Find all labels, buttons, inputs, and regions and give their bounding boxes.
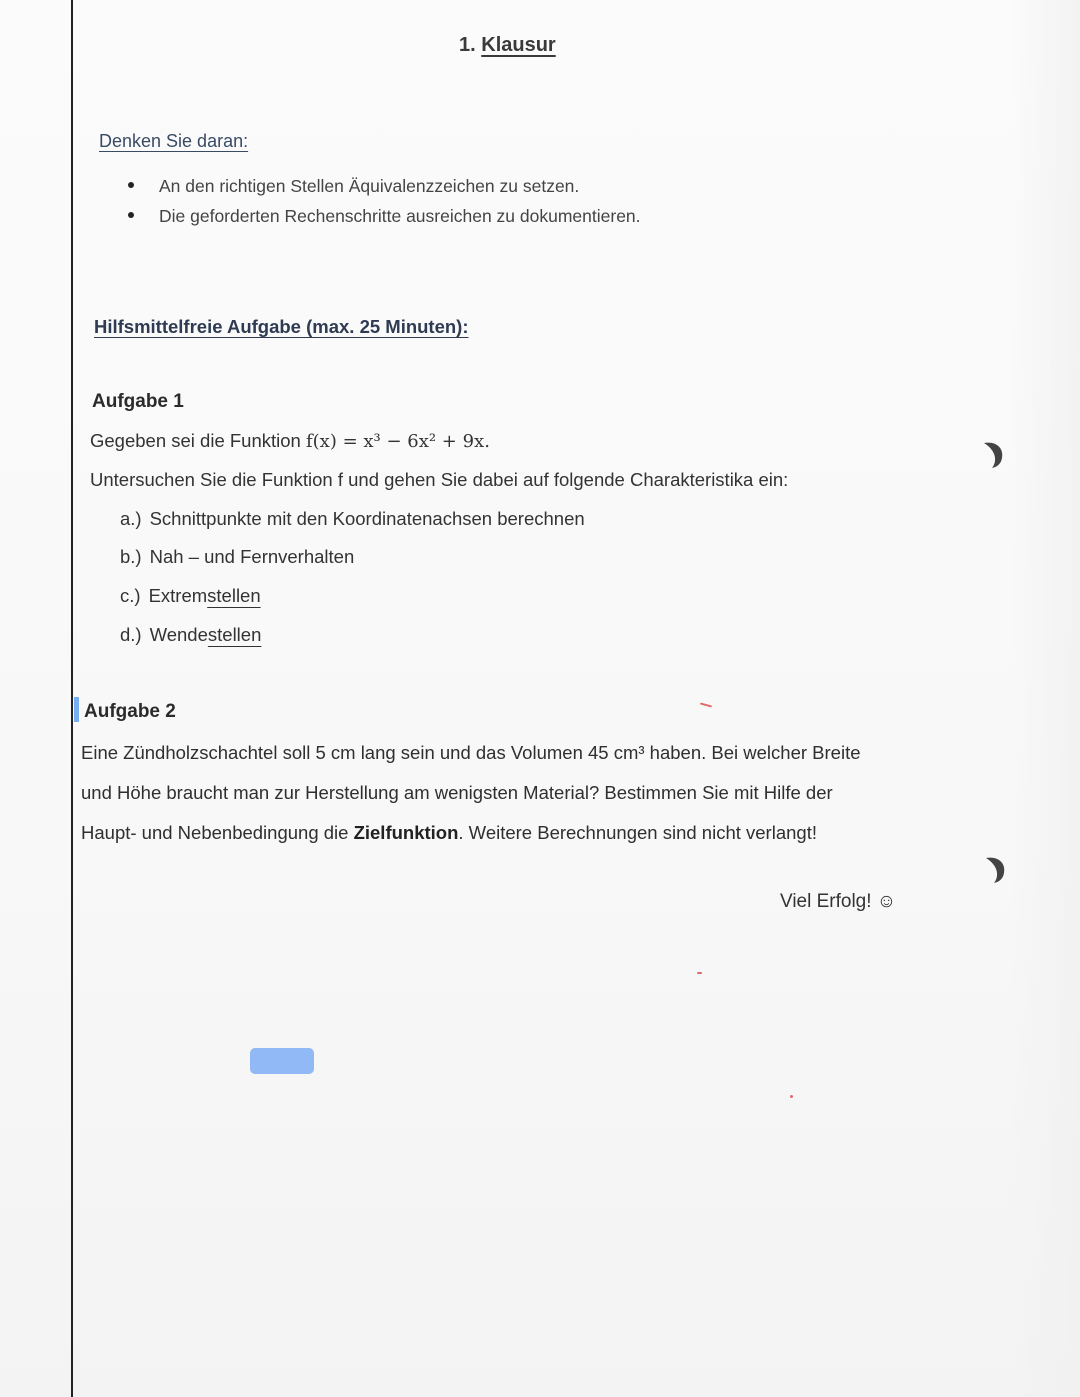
reminder-bullet-text: Die geforderten Rechenschritte ausreichen zu dokumentieren. [159, 206, 641, 226]
task1-item-text: Nah – und Fernverhalten [149, 546, 355, 567]
reminder-heading: Denken Sie daran: [99, 131, 249, 151]
reminder-bullet [128, 204, 641, 228]
reminder-bullet-text: An den richtigen Stellen Äquivalenzzeichen zu setzen. [159, 176, 580, 196]
page-left-edge [71, 0, 73, 1397]
task2-text-before: Haupt- und Nebenbedingung die [81, 822, 354, 843]
task2-text-after: . Weitere Berechnungen sind nicht verlangt! [458, 822, 817, 843]
task1-item-label: a.) [120, 508, 142, 529]
punch-hole-icon [980, 440, 1006, 470]
task1-item-label: c.) [120, 585, 141, 606]
task1-item-text-underlined: stellen [207, 624, 262, 645]
task1-item [120, 623, 261, 647]
closing-text: Viel Erfolg! ☺ [780, 891, 897, 912]
bullet-icon [128, 182, 134, 188]
task2-text-line [81, 821, 817, 845]
title-label: Klausur [481, 34, 556, 56]
task2-text-line: Eine Zündholzschachtel soll 5 cm lang sein und das Volumen 45 cm³ haben. Bei welcher Breite [81, 742, 861, 763]
task1-item-text: Extrem [148, 585, 208, 606]
bullet-icon [128, 212, 134, 218]
page-shading [1010, 0, 1080, 1397]
scan-mark [697, 972, 702, 974]
task1-item [120, 545, 354, 569]
task1-item-label: d.) [120, 624, 142, 645]
scan-mark [700, 702, 712, 707]
page-title [459, 33, 556, 57]
reminder-bullet [128, 174, 579, 198]
highlight-marker [74, 697, 79, 722]
task1-function: f(x) = x³ − 6x² + 9x. [305, 431, 490, 452]
task2-text-line: und Höhe braucht man zur Herstellung am wenigsten Material? Bestimmen Sie mit Hilfe der [81, 782, 833, 803]
task1-intro-text: Gegeben sei die Funktion [90, 430, 306, 451]
task1-item-text-underlined: stellen [207, 585, 261, 606]
task2-heading: Aufgabe 2 [84, 701, 176, 722]
scan-mark [790, 1095, 793, 1098]
task1-heading: Aufgabe 1 [92, 391, 184, 412]
task1-item-text: Wende [149, 624, 208, 645]
ink-blot [250, 1048, 314, 1074]
title-number: 1. [459, 34, 476, 56]
task2-text-bold: Zielfunktion [353, 822, 459, 843]
task1-item-text: Schnittpunkte mit den Koordinatenachsen berechnen [149, 508, 585, 529]
task1-item-label: b.) [120, 546, 142, 567]
task1-instruction: Untersuchen Sie die Funktion f und gehen Sie dabei auf folgende Charakteristika ein: [90, 469, 789, 490]
section-heading: Hilfsmittelfreie Aufgabe (max. 25 Minuten): [94, 316, 469, 337]
task1-item [120, 507, 585, 531]
task1-item [120, 584, 261, 608]
punch-hole-icon [982, 855, 1008, 885]
task1-intro [90, 429, 490, 454]
